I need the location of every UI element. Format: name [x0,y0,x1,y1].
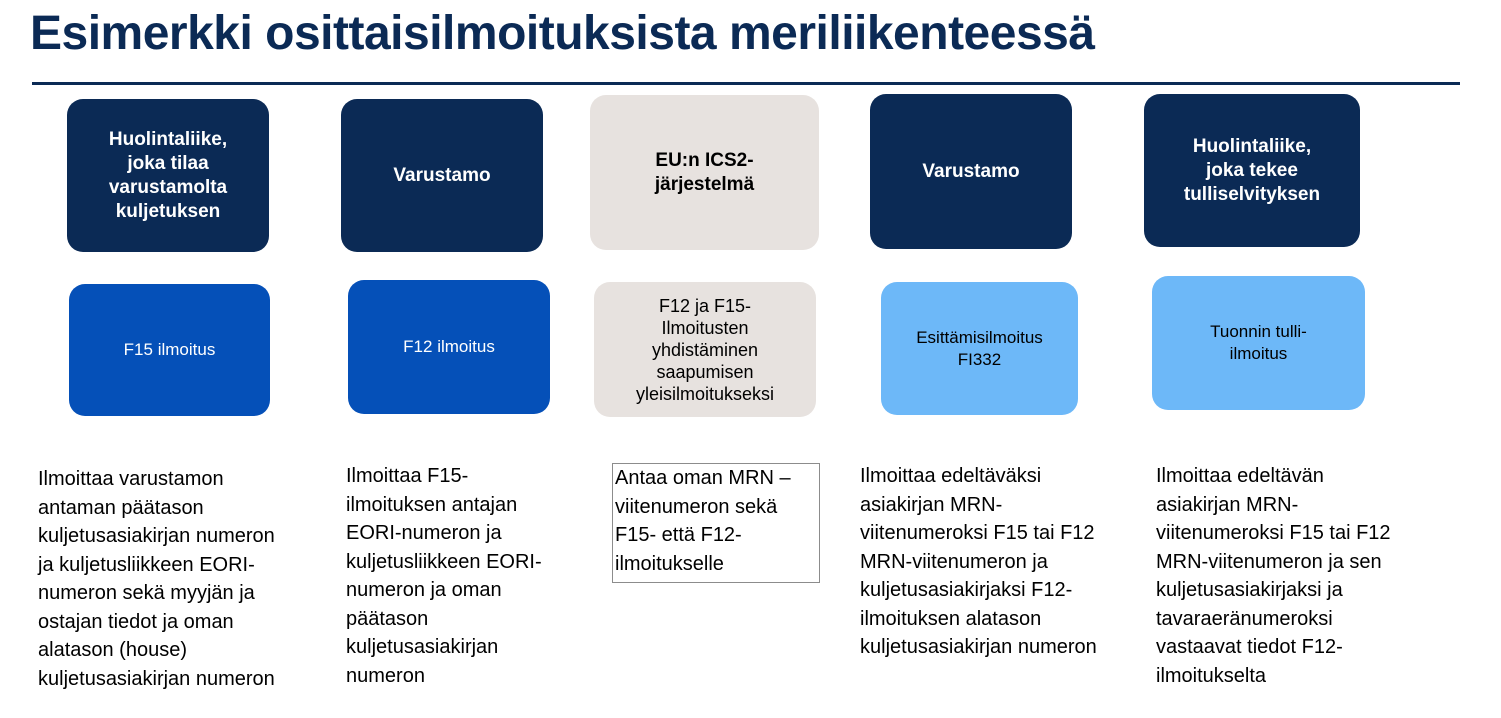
title-divider [32,82,1460,85]
actor-box-shipping-company: Varustamo [341,99,543,252]
filing-box-import-declaration: Tuonnin tulli- ilmoitus [1152,276,1365,410]
description-shipping-company: Ilmoittaa F15- ilmoituksen antajan EORI-numeron ja kuljetusliikkeen EORI- numeron ja oman päätason kuljetusasiakirjan numeron [346,465,542,687]
filing-box-fi332: Esittämisilmoitus FI332 [881,282,1078,415]
description-presentation-notification: Ilmoittaa edeltäväksi asiakirjan MRN- viitenumeroksi F15 tai F12 MRN-viitenumeron ja kuljetusasiakirjaksi F12- ilmoituksen alatason kuljetusasiakirjan numeron [860,465,1097,658]
actor-box-forwarder-customs: Huolintaliike, joka tekee tulliselvityksen [1144,94,1360,247]
actor-box-shipping-company-2: Varustamo [870,94,1072,249]
description-ics2-system: Antaa oman MRN – viitenumeron sekä F15- että F12- ilmoitukselle [612,463,820,583]
description-import-declaration: Ilmoittaa edeltävän asiakirjan MRN- viitenumeroksi F15 tai F12 MRN-viitenumeron ja sen kuljetusasiakirjaksi ja tavaraeränumeroksi vastaavat tiedot F12- ilmoitukselta [1156,465,1391,687]
filing-box-f12: F12 ilmoitus [348,280,550,414]
filing-box-ics2-merge: F12 ja F15- Ilmoitusten yhdistäminen saapumisen yleisilmoitukseksi [594,282,816,417]
actor-box-forwarder-ordering: Huolintaliike, joka tilaa varustamolta kuljetuksen [67,99,269,252]
description-forwarder-ordering: Ilmoittaa varustamon antaman päätason kuljetusasiakirjan numeron ja kuljetusliikkeen EORI- numeron sekä myyjän ja ostajan tiedot ja oman alatason (house) kuljetusasiakirjan numeron [38,468,275,690]
filing-box-f15: F15 ilmoitus [69,284,270,416]
actor-box-ics2-system: EU:n ICS2- järjestelmä [590,95,819,250]
page-title: Esimerkki osittaisilmoituksista meriliikenteessä [30,7,1095,60]
